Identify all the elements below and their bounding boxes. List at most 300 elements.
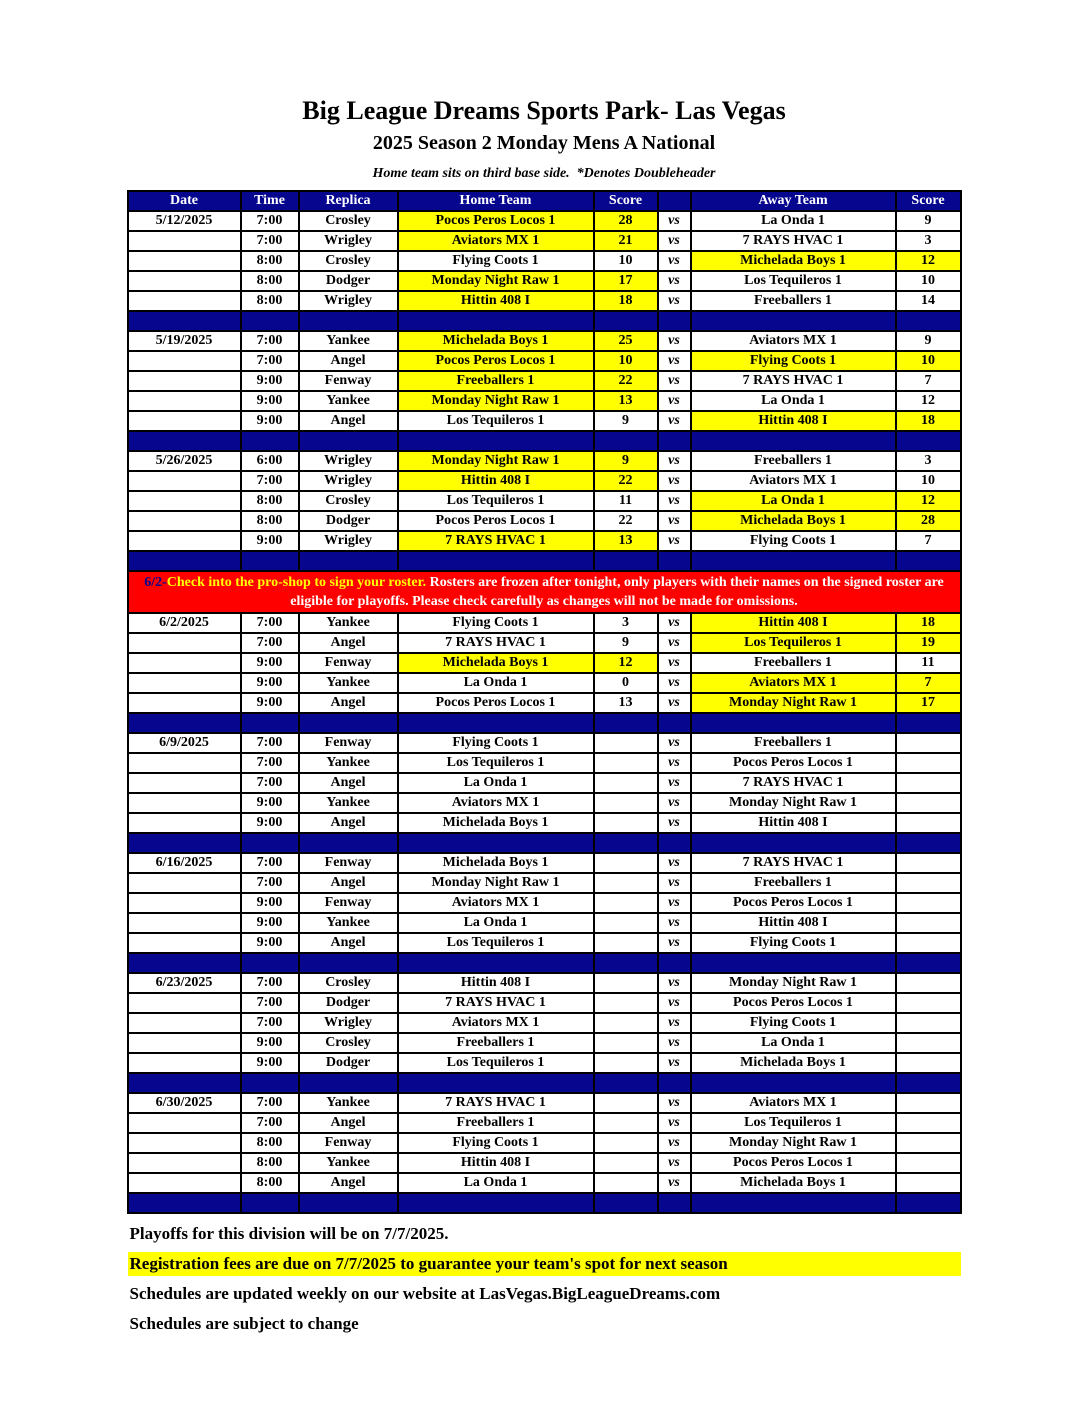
game-row [128,733,961,753]
game-row [128,1053,961,1073]
vs-cell: vs [658,1053,691,1073]
separator-cell [691,953,896,973]
date-cell [128,873,241,893]
time-cell: 8:00 [241,1173,299,1193]
game-row [128,471,961,491]
away-team-cell: Hittin 408 I [691,411,896,431]
replica-cell: Angel [299,933,398,953]
vs-cell: vs [658,451,691,471]
separator-cell [896,551,961,571]
away-team-cell: Michelada Boys 1 [691,511,896,531]
home-score-cell: 17 [594,271,658,291]
game-row [128,773,961,793]
date-cell [128,251,241,271]
game-row [128,673,961,693]
time-cell: 7:00 [241,853,299,873]
home-team-cell: Hittin 408 I [398,973,594,993]
away-score-cell: 3 [896,451,961,471]
vs-cell: vs [658,1093,691,1113]
separator-cell [691,311,896,331]
separator-cell [896,311,961,331]
away-score-cell [896,1153,961,1173]
vs-cell: vs [658,471,691,491]
vs-cell: vs [658,1113,691,1133]
vs-cell: vs [658,271,691,291]
time-cell: 7:00 [241,633,299,653]
home-score-cell: 0 [594,673,658,693]
vs-cell: vs [658,653,691,673]
separator-cell [896,953,961,973]
vs-cell: vs [658,973,691,993]
separator-cell [398,551,594,571]
vs-cell: vs [658,933,691,953]
away-team-cell: Monday Night Raw 1 [691,973,896,993]
replica-cell: Fenway [299,653,398,673]
game-row [128,211,961,231]
column-header-score: Score [594,191,658,211]
game-row [128,1153,961,1173]
replica-cell: Wrigley [299,291,398,311]
home-team-cell: Monday Night Raw 1 [398,873,594,893]
time-cell: 9:00 [241,793,299,813]
separator-cell [691,833,896,853]
time-cell: 8:00 [241,271,299,291]
date-cell: 6/23/2025 [128,973,241,993]
game-row [128,491,961,511]
away-score-cell [896,753,961,773]
vs-cell: vs [658,251,691,271]
separator-cell [398,953,594,973]
date-cell: 6/9/2025 [128,733,241,753]
game-row [128,411,961,431]
vs-cell: vs [658,331,691,351]
time-cell: 8:00 [241,1153,299,1173]
game-row [128,693,961,713]
time-cell: 7:00 [241,993,299,1013]
separator-cell [241,551,299,571]
time-cell: 9:00 [241,893,299,913]
home-score-cell [594,893,658,913]
date-cell [128,913,241,933]
vs-cell: vs [658,531,691,551]
home-team-cell: Los Tequileros 1 [398,753,594,773]
home-score-cell: 28 [594,211,658,231]
game-row [128,793,961,813]
page-subtitle: 2025 Season 2 Monday Mens A National [372,132,716,154]
separator-cell [241,713,299,733]
game-row [128,853,961,873]
away-score-cell [896,1133,961,1153]
replica-cell: Wrigley [299,531,398,551]
away-team-cell: La Onda 1 [691,211,896,231]
time-cell: 9:00 [241,673,299,693]
home-score-cell [594,973,658,993]
home-score-cell: 9 [594,451,658,471]
replica-cell: Yankee [299,391,398,411]
vs-cell: vs [658,873,691,893]
away-score-cell [896,813,961,833]
date-cell [128,371,241,391]
separator-cell [594,833,658,853]
home-team-cell: Los Tequileros 1 [398,491,594,511]
roster-notice-rest-text: Rosters are frozen after tonight, only players with their names on the signed roster are eligible for playoffs. Please check carefully as changes will not be made for omissions. [290,575,944,609]
game-row [128,913,961,933]
replica-cell: Crosley [299,251,398,271]
date-cell: 5/26/2025 [128,451,241,471]
home-team-cell: Freeballers 1 [398,371,594,391]
away-team-cell: Hittin 408 I [691,813,896,833]
separator-cell [128,953,241,973]
home-team-cell: Aviators MX 1 [398,231,594,251]
replica-cell: Fenway [299,893,398,913]
vs-cell: vs [658,993,691,1013]
time-cell: 7:00 [241,753,299,773]
time-cell: 8:00 [241,251,299,271]
time-cell: 7:00 [241,211,299,231]
home-score-cell [594,1133,658,1153]
home-team-cell: 7 RAYS HVAC 1 [398,633,594,653]
home-score-cell [594,853,658,873]
separator-cell [691,713,896,733]
column-header-date: Date [128,191,241,211]
game-row [128,1133,961,1153]
separator-cell [658,713,691,733]
home-score-cell [594,913,658,933]
home-team-cell: La Onda 1 [398,913,594,933]
separator-cell [398,431,594,451]
replica-cell: Yankee [299,1093,398,1113]
home-score-cell: 13 [594,531,658,551]
vs-cell: vs [658,411,691,431]
game-row [128,1113,961,1133]
separator-cell [594,551,658,571]
home-team-cell: Freeballers 1 [398,1033,594,1053]
away-score-cell: 11 [896,653,961,673]
game-row [128,451,961,471]
time-cell: 9:00 [241,933,299,953]
home-team-cell: La Onda 1 [398,773,594,793]
replica-cell: Wrigley [299,471,398,491]
date-cell [128,933,241,953]
separator-cell [896,431,961,451]
home-score-cell [594,813,658,833]
separator-cell [299,1193,398,1213]
separator-cell [594,1193,658,1213]
game-row [128,271,961,291]
home-score-cell [594,873,658,893]
replica-cell: Crosley [299,1033,398,1053]
away-score-cell [896,993,961,1013]
game-row [128,1033,961,1053]
separator-cell [658,551,691,571]
home-score-cell [594,993,658,1013]
home-score-cell [594,1153,658,1173]
replica-cell: Yankee [299,331,398,351]
vs-cell: vs [658,753,691,773]
vs-cell: vs [658,391,691,411]
home-team-cell: Flying Coots 1 [398,251,594,271]
separator-cell [299,431,398,451]
away-score-cell: 19 [896,633,961,653]
separator-cell [398,1193,594,1213]
game-row [128,873,961,893]
separator-cell [691,1193,896,1213]
separator-cell [896,1073,961,1093]
separator-row [128,713,961,733]
home-team-cell: Flying Coots 1 [398,1133,594,1153]
date-cell: 6/16/2025 [128,853,241,873]
time-cell: 7:00 [241,351,299,371]
date-cell [128,471,241,491]
replica-cell: Angel [299,693,398,713]
vs-cell: vs [658,733,691,753]
away-team-cell: La Onda 1 [691,1033,896,1053]
date-cell [128,491,241,511]
replica-cell: Wrigley [299,1013,398,1033]
replica-cell: Angel [299,1113,398,1133]
time-cell: 9:00 [241,391,299,411]
game-row [128,1013,961,1033]
away-team-cell: Aviators MX 1 [691,673,896,693]
time-cell: 9:00 [241,531,299,551]
vs-cell: vs [658,511,691,531]
replica-cell: Yankee [299,753,398,773]
away-team-cell: Freeballers 1 [691,451,896,471]
separator-cell [241,1193,299,1213]
roster-notice-date: 6/2- [144,575,167,590]
home-score-cell: 11 [594,491,658,511]
home-score-cell: 22 [594,371,658,391]
schedule-table [127,190,962,1214]
date-cell [128,893,241,913]
separator-cell [299,953,398,973]
home-team-cell: Hittin 408 I [398,1153,594,1173]
separator-cell [398,311,594,331]
column-header-vs [658,191,691,211]
away-score-cell [896,873,961,893]
footer-registration-line: Registration fees are due on 7/7/2025 to guarantee your team's spot for next season [128,1252,961,1276]
home-score-cell [594,773,658,793]
separator-cell [299,551,398,571]
home-team-cell: Michelada Boys 1 [398,853,594,873]
date-cell [128,633,241,653]
away-team-cell: Monday Night Raw 1 [691,693,896,713]
away-score-cell [896,1113,961,1133]
column-header-time: Time [241,191,299,211]
separator-row [128,1193,961,1213]
separator-cell [398,1073,594,1093]
time-cell: 9:00 [241,371,299,391]
away-team-cell: Flying Coots 1 [691,531,896,551]
away-team-cell: Freeballers 1 [691,291,896,311]
date-cell [128,511,241,531]
date-cell: 6/2/2025 [128,613,241,633]
home-team-cell: La Onda 1 [398,673,594,693]
home-score-cell [594,1053,658,1073]
vs-cell: vs [658,813,691,833]
separator-cell [241,953,299,973]
home-team-cell: Pocos Peros Locos 1 [398,351,594,371]
vs-cell: vs [658,1133,691,1153]
home-team-cell: 7 RAYS HVAC 1 [398,1093,594,1113]
vs-cell: vs [658,371,691,391]
time-cell: 9:00 [241,411,299,431]
vs-cell: vs [658,913,691,933]
replica-cell: Dodger [299,511,398,531]
vs-cell: vs [658,673,691,693]
replica-cell: Yankee [299,673,398,693]
away-score-cell [896,793,961,813]
separator-cell [658,833,691,853]
date-cell [128,291,241,311]
vs-cell: vs [658,693,691,713]
separator-cell [299,1073,398,1093]
time-cell: 6:00 [241,451,299,471]
vs-cell: vs [658,491,691,511]
home-score-cell: 22 [594,471,658,491]
game-row [128,251,961,271]
away-score-cell [896,893,961,913]
away-score-cell: 7 [896,673,961,693]
replica-cell: Angel [299,411,398,431]
home-score-cell: 25 [594,331,658,351]
date-cell [128,1053,241,1073]
home-score-cell [594,1093,658,1113]
replica-cell: Fenway [299,733,398,753]
replica-cell: Angel [299,773,398,793]
replica-cell: Angel [299,1173,398,1193]
home-team-cell: Freeballers 1 [398,1113,594,1133]
vs-cell: vs [658,1173,691,1193]
date-cell: 5/19/2025 [128,331,241,351]
date-cell: 5/12/2025 [128,211,241,231]
footer-website-line: Schedules are updated weekly on our website at LasVegas.BigLeagueDreams.com [129,1284,721,1303]
separator-cell [594,1073,658,1093]
home-score-cell [594,793,658,813]
roster-notice-cell [128,571,961,613]
date-cell [128,673,241,693]
home-score-cell: 21 [594,231,658,251]
away-team-cell: Flying Coots 1 [691,1013,896,1033]
game-row [128,973,961,993]
home-team-cell: Michelada Boys 1 [398,813,594,833]
home-score-cell [594,933,658,953]
home-score-cell [594,1173,658,1193]
home-score-cell [594,733,658,753]
separator-cell [128,1073,241,1093]
game-row [128,331,961,351]
replica-cell: Yankee [299,613,398,633]
date-cell: 6/30/2025 [128,1093,241,1113]
time-cell: 7:00 [241,231,299,251]
schedule-table-body [128,211,961,1213]
date-cell [128,1033,241,1053]
away-team-cell: 7 RAYS HVAC 1 [691,853,896,873]
away-score-cell [896,1033,961,1053]
away-team-cell: Pocos Peros Locos 1 [691,753,896,773]
replica-cell: Angel [299,351,398,371]
time-cell: 7:00 [241,1113,299,1133]
separator-cell [299,833,398,853]
away-score-cell: 7 [896,531,961,551]
home-score-cell: 12 [594,653,658,673]
home-team-note: Home team sits on third base side. *Denotes Doubleheader [372,166,716,181]
date-cell [128,1173,241,1193]
time-cell: 9:00 [241,653,299,673]
replica-cell: Angel [299,813,398,833]
game-row [128,511,961,531]
home-team-cell: Aviators MX 1 [398,893,594,913]
separator-cell [896,713,961,733]
home-team-cell: Hittin 408 I [398,291,594,311]
game-row [128,653,961,673]
home-team-cell: Michelada Boys 1 [398,653,594,673]
date-cell [128,773,241,793]
time-cell: 9:00 [241,693,299,713]
replica-cell: Fenway [299,371,398,391]
away-score-cell [896,933,961,953]
separator-cell [128,713,241,733]
separator-cell [691,551,896,571]
game-row [128,291,961,311]
vs-cell: vs [658,1013,691,1033]
separator-cell [594,713,658,733]
date-cell [128,653,241,673]
away-team-cell: Flying Coots 1 [691,351,896,371]
separator-cell [658,1193,691,1213]
game-row [128,753,961,773]
home-team-cell: Los Tequileros 1 [398,411,594,431]
away-score-cell: 18 [896,613,961,633]
vs-cell: vs [658,1033,691,1053]
game-row [128,1093,961,1113]
home-team-cell: Flying Coots 1 [398,733,594,753]
date-cell [128,1113,241,1133]
time-cell: 9:00 [241,1033,299,1053]
separator-cell [594,953,658,973]
away-score-cell: 7 [896,371,961,391]
time-cell: 8:00 [241,511,299,531]
separator-cell [128,311,241,331]
away-score-cell: 17 [896,693,961,713]
away-team-cell: 7 RAYS HVAC 1 [691,371,896,391]
home-score-cell: 10 [594,251,658,271]
away-team-cell: Freeballers 1 [691,873,896,893]
time-cell: 7:00 [241,471,299,491]
away-team-cell: La Onda 1 [691,491,896,511]
replica-cell: Angel [299,633,398,653]
time-cell: 8:00 [241,491,299,511]
away-score-cell: 9 [896,211,961,231]
separator-cell [896,1193,961,1213]
game-row [128,531,961,551]
home-team-cell: La Onda 1 [398,1173,594,1193]
vs-cell: vs [658,893,691,913]
replica-cell: Dodger [299,271,398,291]
home-team-cell: Hittin 408 I [398,471,594,491]
separator-cell [896,833,961,853]
replica-cell: Angel [299,873,398,893]
date-cell [128,351,241,371]
home-score-cell: 13 [594,391,658,411]
home-team-cell: Los Tequileros 1 [398,933,594,953]
separator-row [128,431,961,451]
replica-cell: Crosley [299,973,398,993]
replica-cell: Dodger [299,1053,398,1073]
time-cell: 9:00 [241,1053,299,1073]
away-score-cell: 10 [896,351,961,371]
away-score-cell [896,1173,961,1193]
